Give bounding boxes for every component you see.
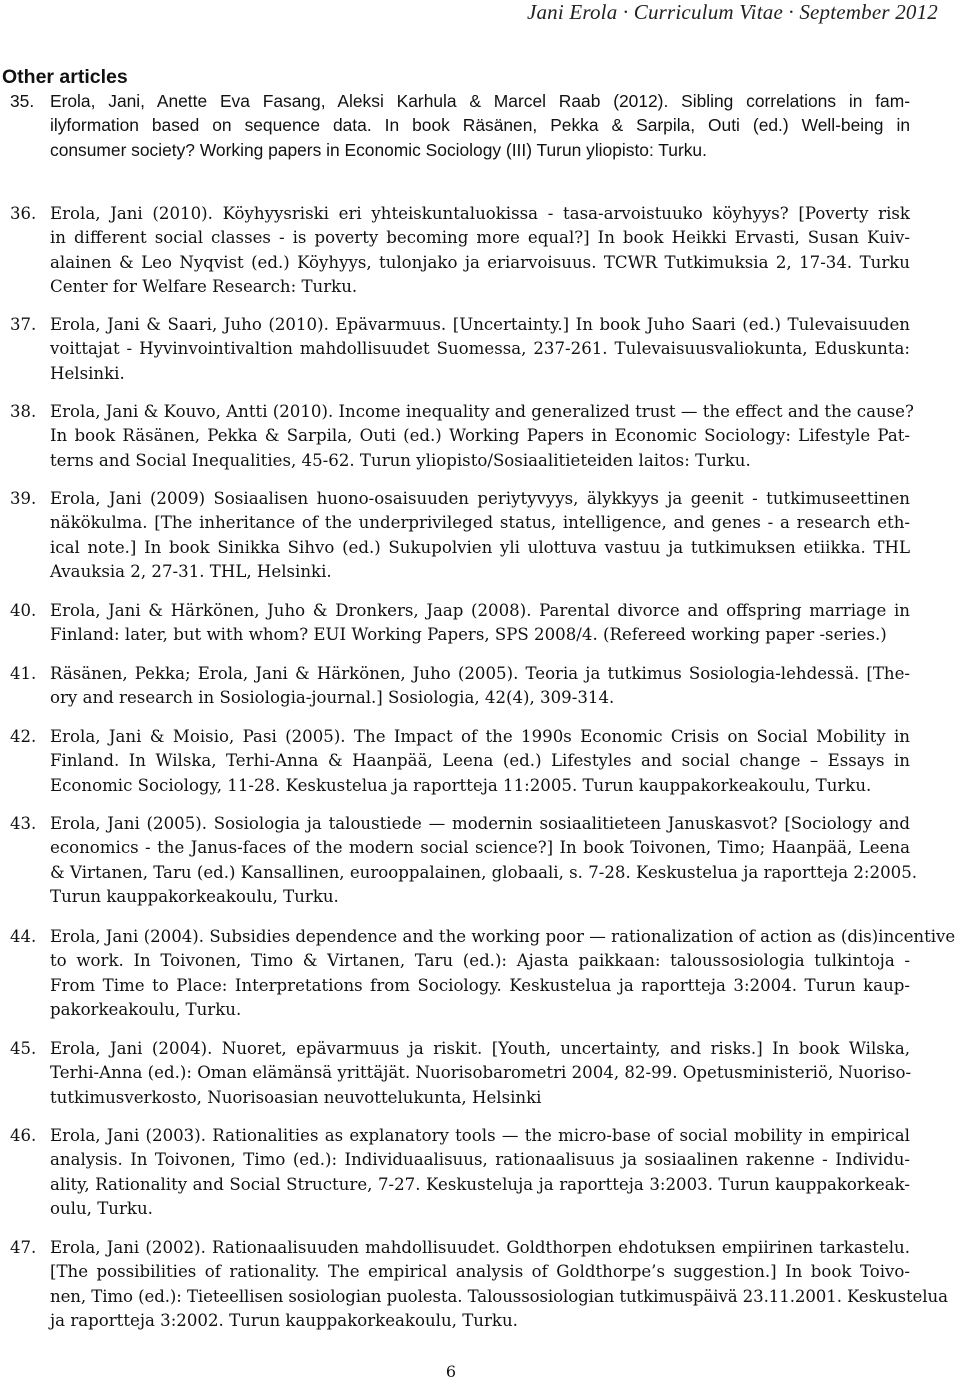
entry-number: 44. [10, 927, 37, 946]
entry-line: Erola, Jani & Härkönen, Juho & Dronkers, Jaap (2008). Parental divorce and offspring marriage in [50, 601, 910, 620]
entry-number: 42. [10, 727, 37, 746]
running-header: Jani Erola · Curriculum Vitae · September 2012 [526, 0, 938, 24]
entry-line: terns and Social Inequalities, 45-62. Turun yliopisto/Sosiaalitieteiden laitos: Turku. [50, 450, 751, 470]
entry-line: näkökulma. [The inheritance of the underprivileged status, intelligence, and genes - a research eth- [50, 513, 910, 533]
entry-line: voittajat - Hyvinvointivaltion mahdollisuudet Suomessa, 237-261. Tulevaisuusvaliokunta, Eduskunta: [50, 339, 910, 359]
entry-line: ical note.] In book Sinikka Sihvo (ed.) Sukupolvien yli ulottuva vastuu ja tutkimuksen etiikka. THL [50, 537, 910, 557]
section-title: Other articles [2, 66, 128, 88]
entry-line: Finland. In Wilska, Terhi-Anna & Haanpää, Leena (ed.) Lifestyles and social change – Essays in [50, 751, 910, 771]
entry-number: 37. [10, 315, 37, 334]
entry-number: 35. [10, 91, 35, 111]
entry-line: Erola, Jani & Kouvo, Antti (2010). Income inequality and generalized trust — the effect and the cause? [50, 402, 914, 421]
entry-number: 36. [10, 204, 37, 223]
entry-line: to work. In Toivonen, Timo & Virtanen, Taru (ed.): Ajasta paikkaan: taloussosiologia tulkintoja - [50, 951, 910, 971]
entry-line: ality, Rationality and Social Structure, 7-27. Keskusteluja ja raportteja 3:2003. Turun kauppakorkeak- [50, 1174, 910, 1194]
entry-line: Terhi-Anna (ed.): Oman elämänsä yrittäjät. Nuorisobarometri 2004, 82-99. Opetusministeriö, Nuoriso- [50, 1063, 912, 1083]
entry-line: Erola, Jani (2009) Sosiaalisen huono-osaisuuden periytyvyys, älykkyys ja geenit - tutkimuseettinen [50, 489, 910, 508]
entry-line: Räsänen, Pekka; Erola, Jani & Härkönen, Juho (2005). Teoria ja tutkimus Sosiologia-lehdessä. [The- [50, 664, 910, 683]
entry-number: 45. [10, 1039, 37, 1058]
entry-line: Erola, Jani, Anette Eva Fasang, Aleksi Karhula & Marcel Raab (2012). Sibling correlations in fam- [50, 91, 910, 111]
entry-line: ilyformation based on sequence data. In book Räsänen, Pekka & Sarpila, Outi (ed.) Well-being in [50, 115, 910, 136]
entry-number: 38. [10, 402, 37, 421]
entry-line: Erola, Jani & Moisio, Pasi (2005). The Impact of the 1990s Economic Crisis on Social Mobility in [50, 727, 910, 746]
entry-line: From Time to Place: Interpretations from Sociology. Keskustelua ja raportteja 3:2004. Turun kaup- [50, 975, 910, 995]
entry-line: Erola, Jani (2004). Nuoret, epävarmuus ja riskit. [Youth, uncertainty, and risks.] In book Wilska, [50, 1039, 910, 1058]
entry-line: Avauksia 2, 27-31. THL, Helsinki. [50, 562, 332, 582]
entry-number: 39. [10, 489, 37, 508]
entry-number: 43. [10, 814, 37, 833]
entry-line: Helsinki. [50, 363, 125, 383]
entry-line: Finland: later, but with whom? EUI Working Papers, SPS 2008/4. (Refereed working paper -series.) [50, 625, 887, 645]
entry-line: Erola, Jani (2004). Subsidies dependence and the working poor — rationalization of action as (dis)incentive [50, 927, 956, 946]
entry-line: Turun kauppakorkeakoulu, Turku. [50, 887, 339, 907]
entry-line: Center for Welfare Research: Turku. [50, 277, 358, 297]
entry-line: economics - the Janus-faces of the modern social science?] In book Toivonen, Timo; Haanpää, Leena [50, 838, 910, 858]
entry-line: oulu, Turku. [50, 1199, 153, 1219]
entry-line: analysis. In Toivonen, Timo (ed.): Individuaalisuus, rationaalisuus ja sosiaalinen rakenne - Individu- [50, 1150, 910, 1170]
entry-line: & Virtanen, Taru (ed.) Kansallinen, eurooppalainen, globaali, s. 7-28. Keskustelua ja raportteja 2:2005. [50, 862, 918, 882]
entry-line: ja raportteja 3:2002. Turun kauppakorkeakoulu, Turku. [50, 1311, 518, 1331]
entry-line: nen, Timo (ed.): Tieteellisen sosiologian puolesta. Taloussosiologian tutkimuspäivä 23.11.2001. Keskustelua [50, 1286, 948, 1306]
entry-number: 41. [10, 664, 37, 683]
entry-number: 40. [10, 601, 37, 620]
entry-line: consumer society? Working papers in Economic Sociology (III) Turun yliopisto: Turku. [50, 139, 707, 160]
entry-line: Erola, Jani (2005). Sosiologia ja taloustiede — modernin sosiaalitieteen Januskasvot? [Sociology and [50, 814, 910, 833]
entry-line: tutkimusverkosto, Nuorisoasian neuvottelukunta, Helsinki [50, 1087, 542, 1107]
entry-line: Economic Sociology, 11-28. Keskustelua ja raportteja 11:2005. Turun kauppakorkeakoulu, Turku. [50, 775, 872, 795]
entry-number: 47. [10, 1238, 37, 1257]
entry-line: Erola, Jani (2003). Rationalities as explanatory tools — the micro-base of social mobility in empirical [50, 1126, 910, 1145]
entry-line: in different social classes - is poverty becoming more equal?] In book Heikki Ervasti, Susan Kuiv- [50, 228, 910, 248]
entry-number: 46. [10, 1126, 37, 1145]
entry-line: Erola, Jani (2010). Köyhyysriski eri yhteiskuntaluokissa - tasa-arvoistuuko köyhyys? [Poverty risk [50, 204, 910, 223]
entry-line: ory and research in Sosiologia-journal.] Sosiologia, 42(4), 309-314. [50, 688, 615, 708]
entry-line: Erola, Jani & Saari, Juho (2010). Epävarmuus. [Uncertainty.] In book Juho Saari (ed.) Tulevaisuuden [50, 315, 910, 334]
entry-line: pakorkeakoulu, Turku. [50, 1000, 242, 1020]
entry-line: alainen & Leo Nyqvist (ed.) Köyhyys, tulonjako ja eriarvoisuus. TCWR Tutkimuksia 2, 17-34. Turku [50, 252, 910, 272]
entry-line: [The possibilities of rationality. The empirical analysis of Goldthorpe’s suggestion.] In book Toivo- [50, 1262, 910, 1282]
page-number: 6 [445, 1362, 457, 1381]
entry-line: In book Räsänen, Pekka & Sarpila, Outi (ed.) Working Papers in Economic Sociology: Lifestyle Pat- [50, 426, 910, 446]
entry-line: Erola, Jani (2002). Rationaalisuuden mahdollisuudet. Goldthorpen ehdotuksen empiirinen tarkastelu. [50, 1238, 910, 1257]
